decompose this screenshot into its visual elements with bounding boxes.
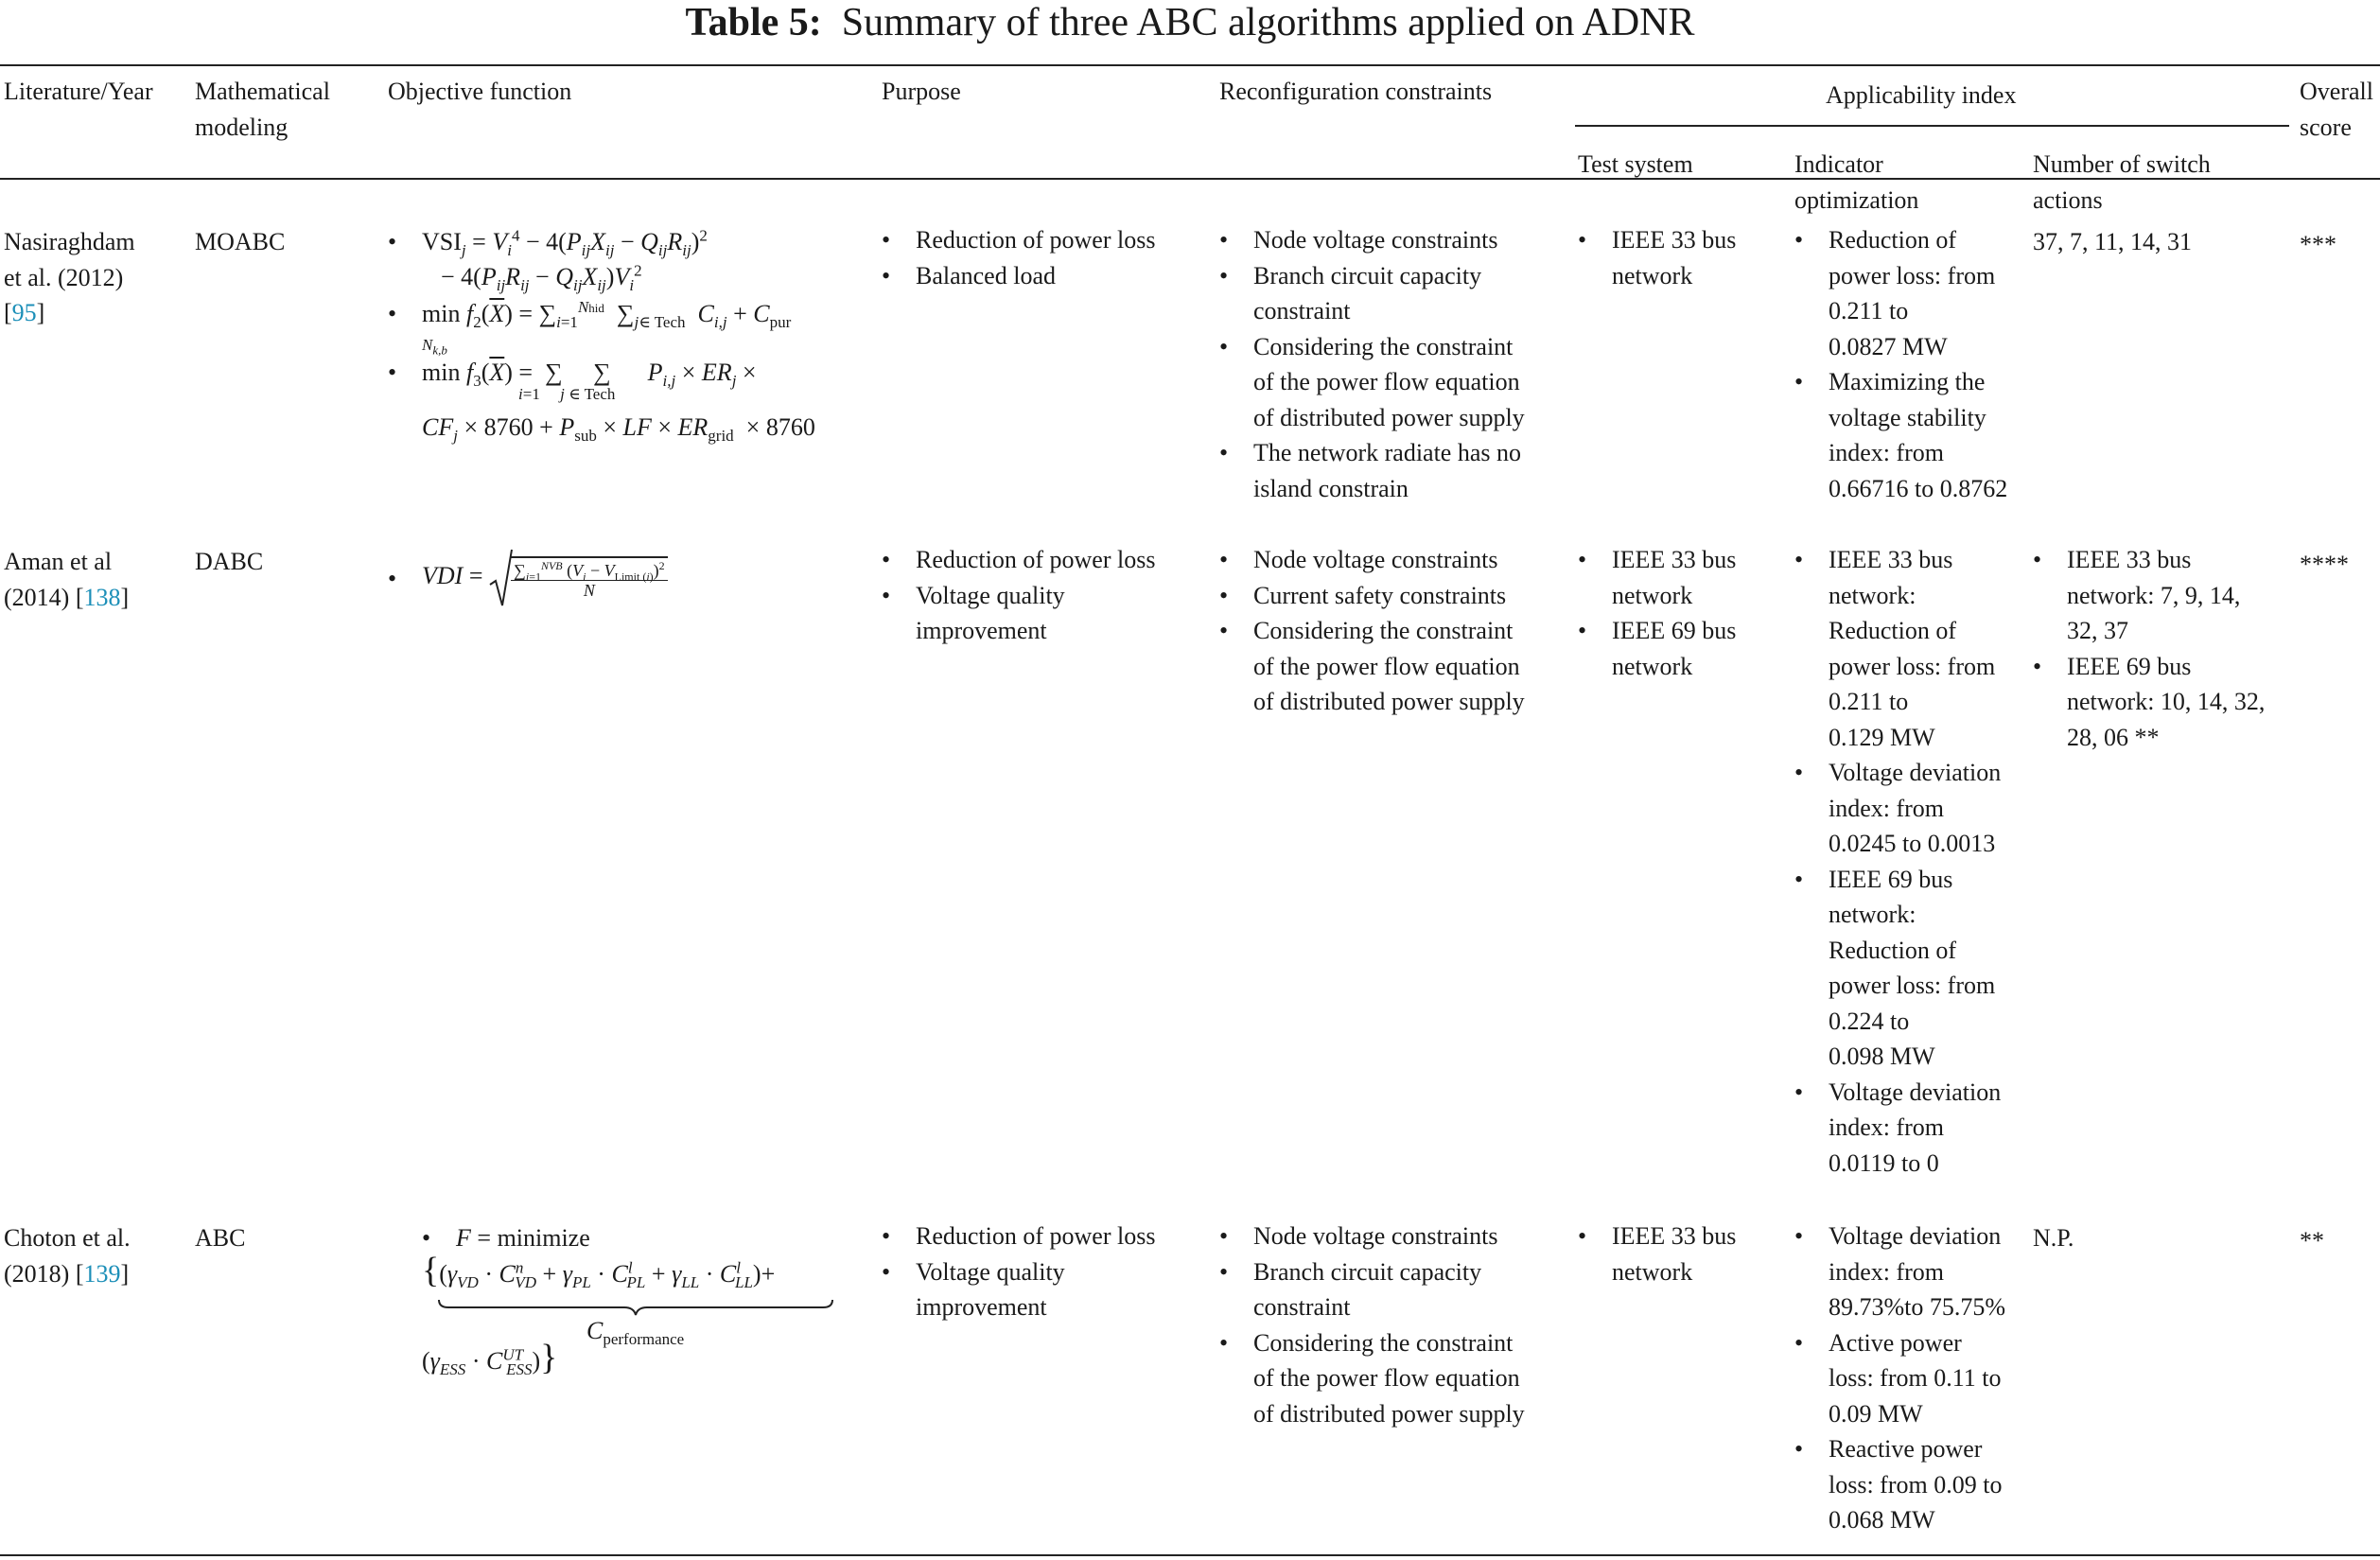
header-indicator xyxy=(1794,147,1918,218)
header-objective: Objective function xyxy=(388,78,572,105)
row1-indicator-item: • Reduction of power loss: from 0.211 to 0.0827 MW xyxy=(1794,222,2007,364)
top-rule xyxy=(0,64,2380,66)
row3-obj-ess: $(\gamma_{ESS} \cdot C^{UT}_{ESS})$} xyxy=(422,1338,558,1379)
row2-indicator-list xyxy=(1794,542,2001,1181)
row1-obj-f2: $\min f_2(\overline{X}) = \sum_{i=1}^{Nhid}$ $\sum_{j\in Tech}$ $C_{i,j} + C_{pur}$ xyxy=(422,298,792,332)
row2-indicator-item: • IEEE 69 bus network: Reduction of power loss: from 0.224 to 0.098 MW xyxy=(1794,862,2001,1075)
row2-switch-list xyxy=(2033,542,2265,755)
row3-citation[interactable]: (2018) [139] xyxy=(4,1259,130,1288)
row1-constraint-item: • The network radiate has no island constrain xyxy=(1219,435,1525,506)
row3-purpose-item: • Voltage quality improvement xyxy=(882,1254,1155,1325)
row2-test-system-item: • IEEE 69 bus network xyxy=(1578,613,1736,684)
header-modeling-line1: Mathematical xyxy=(195,78,330,105)
row3-indicator-item: • Reactive power loss: from 0.09 to 0.068 MW xyxy=(1794,1431,2005,1538)
row3-switch-actions: N.P. xyxy=(2033,1224,2074,1252)
row2-constraint-item: • Considering the constraint of the power flow equation of distributed power supply xyxy=(1219,613,1525,720)
row1-purpose-list xyxy=(882,222,1155,293)
row3-constraint-item: • Node voltage constraints xyxy=(1219,1218,1525,1254)
applicability-group-rule xyxy=(1575,125,2289,127)
row1-obj-f3-upper: $N_{k,b}$ xyxy=(422,336,447,358)
row1-purpose-item: • Reduction of power loss xyxy=(882,222,1155,258)
row1-lit-line1: Nasiraghdam xyxy=(4,228,135,255)
row2-model: DABC xyxy=(195,548,264,575)
header-applicability: Applicability index xyxy=(1826,81,2017,109)
header-test-system: Test system xyxy=(1578,150,1693,178)
header-indicator-line2: optimization xyxy=(1794,185,1919,214)
row2-lit-line1: Aman et al xyxy=(4,548,113,575)
row2-switch-item: • IEEE 69 bus network: 10, 14, 32, 28, 06 ** xyxy=(2033,649,2265,756)
header-constraints: Reconfiguration constraints xyxy=(1219,78,1493,105)
row1-obj-vsi: $VSI_j = V_i^4 - 4(P_{ij}X_{ij} - Q_{ij}R_{ij})^2$ xyxy=(422,226,708,260)
row2-test-system-item: • IEEE 33 bus network xyxy=(1578,542,1736,613)
row1-model: MOABC xyxy=(195,228,286,255)
row1-constraint-item: • Node voltage constraints xyxy=(1219,222,1525,258)
row1-obj-vsi-cont: − $4(P_{ij}R_{ij} - Q_{ij}X_{ij})V_i^2$ xyxy=(441,261,642,295)
row3-model: ABC xyxy=(195,1224,246,1252)
row2-purpose-item: • Voltage quality improvement xyxy=(882,578,1155,649)
row2-cite-link[interactable]: 138 xyxy=(83,583,121,611)
row3-constraint-item: • Considering the constraint of the power flow equation of distributed power supply xyxy=(1219,1325,1525,1432)
row2-indicator-item: • Voltage deviation index: from 0.0245 to 0.0013 xyxy=(1794,755,2001,862)
row3-obj-perf: $C_{performance}$ xyxy=(586,1317,685,1349)
row1-test-system-list xyxy=(1578,222,1736,293)
row1-literature xyxy=(4,224,135,331)
row2-indicator-item: • IEEE 33 bus network: Reduction of power loss: from 0.211 to 0.129 MW xyxy=(1794,542,2001,755)
row1-score: *** xyxy=(2300,231,2336,258)
row3-indicator-item: • Voltage deviation index: from 89.73%to 75.75% xyxy=(1794,1218,2005,1325)
row2-obj-vdi: VDI = $\frac{\sum_{i=1}^{NVB} (V_i - V_{Limit (i)})^2}{N}$ xyxy=(422,549,668,607)
header-modeling xyxy=(195,74,330,145)
table-caption: Summary of three ABC algorithms applied on ADNR xyxy=(841,1,1695,44)
row2-constraint-item: • Current safety constraints xyxy=(1219,578,1525,614)
row3-constraints-list xyxy=(1219,1218,1525,1431)
row1-cite-link[interactable]: 95 xyxy=(11,299,37,326)
row3-test-system-list xyxy=(1578,1218,1736,1289)
row2-test-system-list xyxy=(1578,542,1736,684)
row1-indicator-list xyxy=(1794,222,2007,506)
table-title xyxy=(0,0,2380,47)
header-switch-actions xyxy=(2033,147,2211,218)
header-purpose: Purpose xyxy=(882,78,961,105)
row3-constraint-item: • Branch circuit capacity constraint xyxy=(1219,1254,1525,1325)
row1-switch-actions: 37, 7, 11, 14, 31 xyxy=(2033,228,2193,255)
row1-constraint-item: • Considering the constraint of the power flow equation of distributed power supply xyxy=(1219,329,1525,436)
table-label: Table 5: xyxy=(685,1,822,44)
row3-score: ** xyxy=(2300,1227,2324,1254)
row1-lit-line2: et al. (2012) xyxy=(4,263,124,291)
row3-indicator-item: • Active power loss: from 0.11 to 0.09 MW xyxy=(1794,1325,2005,1432)
row1-test-system-item: • IEEE 33 bus network xyxy=(1578,222,1736,293)
header-modeling-line2: modeling xyxy=(195,113,289,141)
row1-constraints-list xyxy=(1219,222,1525,506)
row3-indicator-list xyxy=(1794,1218,2005,1538)
row1-obj-f3: $\min f_3(\overline{X})$ = ∑ ∑ $P_{i,j} \times ER_j$ × xyxy=(422,359,757,391)
header-switch-line1: Number of switch xyxy=(2033,150,2211,178)
row2-purpose-item: • Reduction of power loss xyxy=(882,542,1155,578)
row3-obj-main: {$(\gamma_{VD} \cdot C^n_{VD} + \gamma_{PL} \cdot C^l_{PL} + \gamma_{LL} \cdot C^l_{LL})+$ xyxy=(422,1251,776,1292)
row2-constraints-list xyxy=(1219,542,1525,720)
row2-score: **** xyxy=(2300,551,2349,578)
row3-purpose-list xyxy=(882,1218,1155,1325)
row1-obj-f3-lower: i=1 j ∈ Tech xyxy=(518,385,616,403)
row2-citation[interactable]: (2014) [138] xyxy=(4,583,130,611)
header-overall-line2: score xyxy=(2300,113,2352,141)
row1-indicator-item: • Maximizing the voltage stability index: from 0.66716 to 0.8762 xyxy=(1794,364,2007,506)
row2-literature xyxy=(4,544,129,615)
row1-obj-f3-cont: $CF_j \times 8760 + P_{sub}$ × LF × $ER_{grid} \times 8760$ xyxy=(422,413,815,446)
row3-test-system-item: • IEEE 33 bus network xyxy=(1578,1218,1736,1289)
row2-purpose-list xyxy=(882,542,1155,649)
row2-switch-item: • IEEE 33 bus network: 7, 9, 14, 32, 37 xyxy=(2033,542,2265,649)
header-indicator-line1: Indicator xyxy=(1794,150,1883,178)
row2-constraint-item: • Node voltage constraints xyxy=(1219,542,1525,578)
header-overall xyxy=(2300,74,2373,145)
row2-indicator-item: • Voltage deviation index: from 0.0119 to 0 xyxy=(1794,1075,2001,1182)
bottom-rule xyxy=(0,1554,2380,1556)
row3-obj-f: F = minimize xyxy=(456,1224,590,1252)
row3-purpose-item: • Reduction of power loss xyxy=(882,1218,1155,1254)
row3-lit-line1: Choton et al. xyxy=(4,1224,131,1252)
row1-constraint-item: • Branch circuit capacity constraint xyxy=(1219,258,1525,329)
row3-cite-link[interactable]: 139 xyxy=(83,1259,121,1288)
header-literature: Literature/Year xyxy=(4,78,153,105)
row1-purpose-item: • Balanced load xyxy=(882,258,1155,294)
header-switch-line2: actions xyxy=(2033,185,2103,214)
header-overall-line1: Overall xyxy=(2300,78,2373,105)
header-rule xyxy=(0,178,2380,180)
row3-literature xyxy=(4,1220,131,1291)
row1-citation[interactable]: [95] xyxy=(4,299,45,326)
